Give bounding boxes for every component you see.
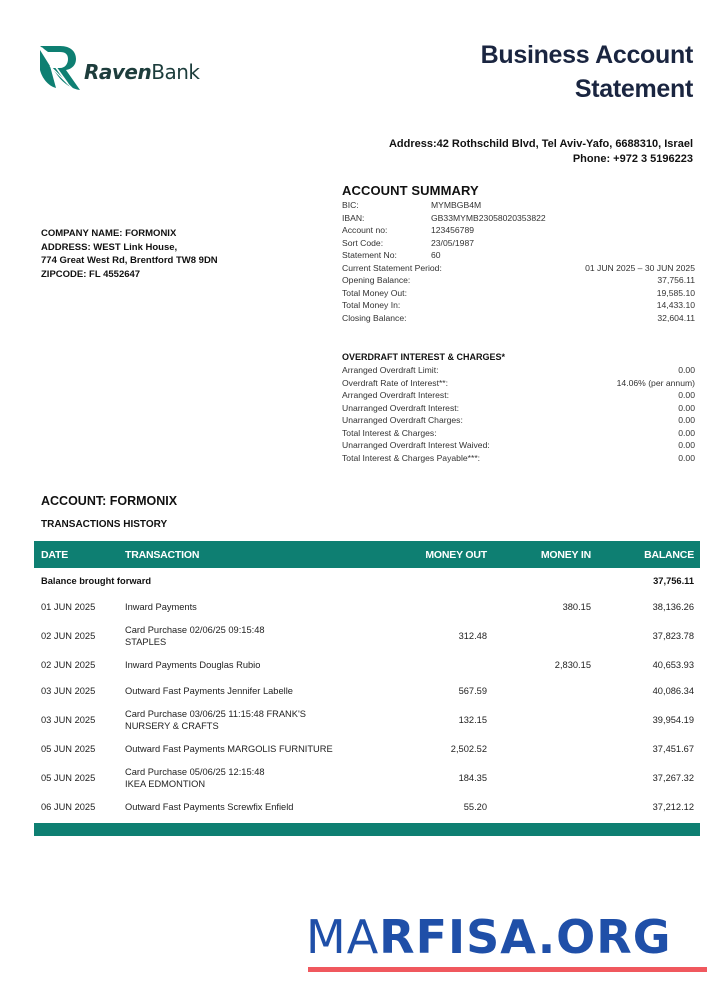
overdraft-item bbox=[342, 377, 695, 390]
row-balance: 37,451.67 bbox=[652, 744, 694, 754]
watermark-part-bold: RFISA.ORG bbox=[379, 910, 672, 964]
row-date: 02 JUN 2025 bbox=[41, 660, 96, 670]
field-value: 32,604.11 bbox=[657, 312, 695, 323]
row-date: 03 JUN 2025 bbox=[41, 715, 96, 725]
table-row bbox=[34, 594, 700, 620]
item-value: 14.06% (per annum) bbox=[616, 377, 695, 388]
raven-wing-r-icon bbox=[38, 44, 82, 92]
field-value: 60 bbox=[431, 250, 441, 260]
row-transaction bbox=[125, 601, 363, 614]
table-header bbox=[34, 541, 700, 568]
summary-total-money-in bbox=[342, 299, 695, 312]
table-row bbox=[34, 794, 700, 820]
transaction-line1: Card Purchase 05/06/25 12:15:48 bbox=[125, 766, 265, 777]
field-label: Opening Balance: bbox=[342, 275, 411, 285]
row-transaction bbox=[125, 708, 363, 733]
row-date: 05 JUN 2025 bbox=[41, 773, 96, 783]
field-label: Closing Balance: bbox=[342, 312, 407, 323]
company-zipcode: ZIPCODE: FL 4552647 bbox=[41, 268, 141, 280]
transaction-line1: Inward Payments bbox=[125, 601, 197, 612]
field-value: 37,756.11 bbox=[657, 275, 695, 285]
row-transaction bbox=[125, 743, 363, 756]
row-money-out: 312.48 bbox=[458, 631, 487, 641]
item-value: 0.00 bbox=[678, 440, 695, 450]
title-line-2: Statement bbox=[574, 75, 693, 103]
field-value: GB33MYMB23058020353822 bbox=[431, 212, 546, 223]
watermark-text bbox=[306, 912, 671, 962]
account-summary-heading: ACCOUNT SUMMARY bbox=[342, 183, 479, 198]
overdraft-item bbox=[342, 364, 695, 377]
column-header-balance: BALANCE bbox=[644, 548, 694, 561]
summary-opening-balance bbox=[342, 274, 695, 287]
field-label: BIC: bbox=[342, 200, 359, 210]
row-balance: 37,823.78 bbox=[652, 631, 694, 641]
watermark-part-light: MA bbox=[306, 910, 380, 964]
row-transaction bbox=[125, 801, 363, 814]
statement-title bbox=[481, 38, 693, 106]
field-value: 01 JUN 2025 – 30 JUN 2025 bbox=[585, 262, 695, 273]
bank-contact bbox=[389, 137, 693, 167]
transaction-line2: IKEA EDMONTION bbox=[125, 779, 206, 789]
bank-name bbox=[84, 60, 199, 84]
summary-total-money-out bbox=[342, 287, 695, 300]
item-value: 0.00 bbox=[678, 452, 695, 463]
row-transaction bbox=[125, 685, 363, 698]
overdraft-item bbox=[342, 414, 695, 427]
transaction-line1: Outward Fast Payments Jennifer Labelle bbox=[125, 685, 293, 696]
row-money-out: 567.59 bbox=[458, 686, 487, 696]
field-label: Current Statement Period: bbox=[342, 262, 442, 273]
row-balance: 40,086.34 bbox=[652, 686, 694, 696]
table-row bbox=[34, 620, 700, 652]
field-label: Total Money Out: bbox=[342, 287, 407, 298]
company-address-line1: ADDRESS: WEST Link House, bbox=[41, 241, 178, 253]
field-value: 123456789 bbox=[431, 225, 475, 235]
table-row bbox=[34, 762, 700, 794]
field-label: Total Money In: bbox=[342, 300, 401, 310]
field-value: 14,433.10 bbox=[656, 300, 695, 310]
row-balance: 37,212.12 bbox=[652, 802, 694, 812]
bank-address: Address:42 Rothschild Blvd, Tel Aviv-Yafo, 6688310, Israel bbox=[388, 138, 693, 150]
column-header-date: DATE bbox=[41, 548, 69, 561]
summary-field-statement-no bbox=[342, 249, 695, 262]
transaction-line1: Outward Fast Payments MARGOLIS FURNITURE bbox=[125, 743, 333, 754]
item-value: 0.00 bbox=[678, 427, 695, 438]
item-value: 0.00 bbox=[678, 415, 695, 425]
field-label: Statement No: bbox=[342, 250, 397, 260]
summary-field-sort-code bbox=[342, 237, 695, 250]
summary-field-bic bbox=[342, 199, 695, 212]
field-value: 19,585.10 bbox=[656, 287, 695, 298]
row-transaction bbox=[125, 624, 363, 649]
item-value: 0.00 bbox=[678, 390, 695, 400]
summary-closing-balance bbox=[342, 312, 695, 325]
row-money-in: 380.15 bbox=[562, 602, 591, 612]
item-label: Unarranged Overdraft Interest Waived: bbox=[342, 440, 490, 450]
row-money-out: 132.15 bbox=[458, 715, 487, 725]
transaction-line1: Inward Payments Douglas Rubio bbox=[125, 659, 261, 670]
summary-field-account-no bbox=[342, 224, 695, 237]
column-header-money-out: MONEY OUT bbox=[425, 548, 487, 561]
field-label: Account no: bbox=[342, 225, 388, 235]
overdraft-heading: OVERDRAFT INTEREST & CHARGES* bbox=[342, 352, 506, 362]
item-value: 0.00 bbox=[678, 365, 695, 375]
overdraft-item bbox=[342, 427, 695, 440]
watermark-underline bbox=[308, 967, 707, 972]
table-row bbox=[34, 678, 700, 704]
row-date: 02 JUN 2025 bbox=[41, 631, 96, 641]
overdraft-item bbox=[342, 452, 695, 465]
row-balance: 38,136.26 bbox=[652, 602, 694, 612]
row-date: 06 JUN 2025 bbox=[41, 802, 96, 812]
row-balance: 37,267.32 bbox=[652, 773, 694, 783]
summary-statement-period bbox=[342, 262, 695, 275]
transactions-history-heading: TRANSACTIONS HISTORY bbox=[41, 519, 168, 530]
account-summary bbox=[342, 183, 695, 324]
item-label: Total Interest & Charges Payable***: bbox=[342, 452, 481, 463]
company-info bbox=[41, 227, 218, 281]
company-name: COMPANY NAME: FORMONIX bbox=[41, 228, 177, 239]
transaction-line1: Card Purchase 03/06/25 11:15:48 FRANK'S bbox=[125, 708, 306, 719]
overdraft-item bbox=[342, 402, 695, 415]
item-label: Unarranged Overdraft Interest: bbox=[342, 402, 460, 413]
table-row bbox=[34, 736, 700, 762]
item-value: 0.00 bbox=[678, 402, 695, 413]
transactions-table bbox=[34, 541, 700, 836]
field-label: IBAN: bbox=[342, 212, 365, 223]
overdraft-section bbox=[342, 352, 695, 464]
row-date: 03 JUN 2025 bbox=[41, 686, 96, 696]
title-line-1: Business Account bbox=[480, 41, 693, 69]
field-label: Sort Code: bbox=[342, 237, 384, 248]
item-label: Arranged Overdraft Interest: bbox=[342, 390, 449, 400]
bank-logo bbox=[38, 44, 199, 92]
transaction-line2: NURSERY & CRAFTS bbox=[125, 721, 219, 731]
table-row bbox=[34, 704, 700, 736]
bank-name-part2: Bank bbox=[151, 60, 200, 84]
item-label: Overdraft Rate of Interest**: bbox=[342, 377, 449, 388]
account-heading: ACCOUNT: FORMONIX bbox=[41, 494, 178, 508]
item-label: Unarranged Overdraft Charges: bbox=[342, 415, 463, 425]
transaction-line1: Card Purchase 02/06/25 09:15:48 bbox=[125, 624, 265, 635]
overdraft-item bbox=[342, 389, 695, 402]
column-header-transaction: TRANSACTION bbox=[125, 548, 200, 561]
row-money-out: 55.20 bbox=[463, 802, 487, 812]
brought-forward-label: Balance brought forward bbox=[41, 576, 152, 586]
item-label: Arranged Overdraft Limit: bbox=[342, 365, 439, 375]
overdraft-item bbox=[342, 439, 695, 452]
brought-forward-balance: 37,756.11 bbox=[653, 576, 694, 586]
row-balance: 39,954.19 bbox=[652, 715, 694, 725]
row-money-out: 2,502.52 bbox=[450, 744, 487, 754]
row-balance: 40,653.93 bbox=[652, 660, 694, 670]
row-date: 05 JUN 2025 bbox=[41, 744, 96, 754]
balance-brought-forward-row bbox=[34, 568, 700, 594]
table-footer-bar bbox=[34, 823, 700, 836]
bank-name-part1: Raven bbox=[84, 60, 152, 84]
row-date: 01 JUN 2025 bbox=[41, 602, 96, 612]
column-header-money-in: MONEY IN bbox=[540, 548, 591, 561]
field-value: MYMBGB4M bbox=[431, 200, 482, 210]
row-transaction bbox=[125, 766, 363, 791]
summary-field-iban bbox=[342, 212, 695, 225]
row-money-in: 2,830.15 bbox=[554, 660, 591, 670]
transaction-line1: Outward Fast Payments Screwfix Enfield bbox=[125, 801, 294, 812]
company-address-line2: 774 Great West Rd, Brentford TW8 9DN bbox=[41, 255, 218, 266]
row-money-out: 184.35 bbox=[458, 773, 487, 783]
bank-phone: Phone: +972 3 5196223 bbox=[572, 153, 693, 165]
transaction-line2: STAPLES bbox=[125, 637, 167, 647]
field-value: 23/05/1987 bbox=[431, 237, 475, 248]
table-row bbox=[34, 652, 700, 678]
item-label: Total Interest & Charges: bbox=[342, 427, 437, 438]
row-transaction bbox=[125, 659, 363, 672]
